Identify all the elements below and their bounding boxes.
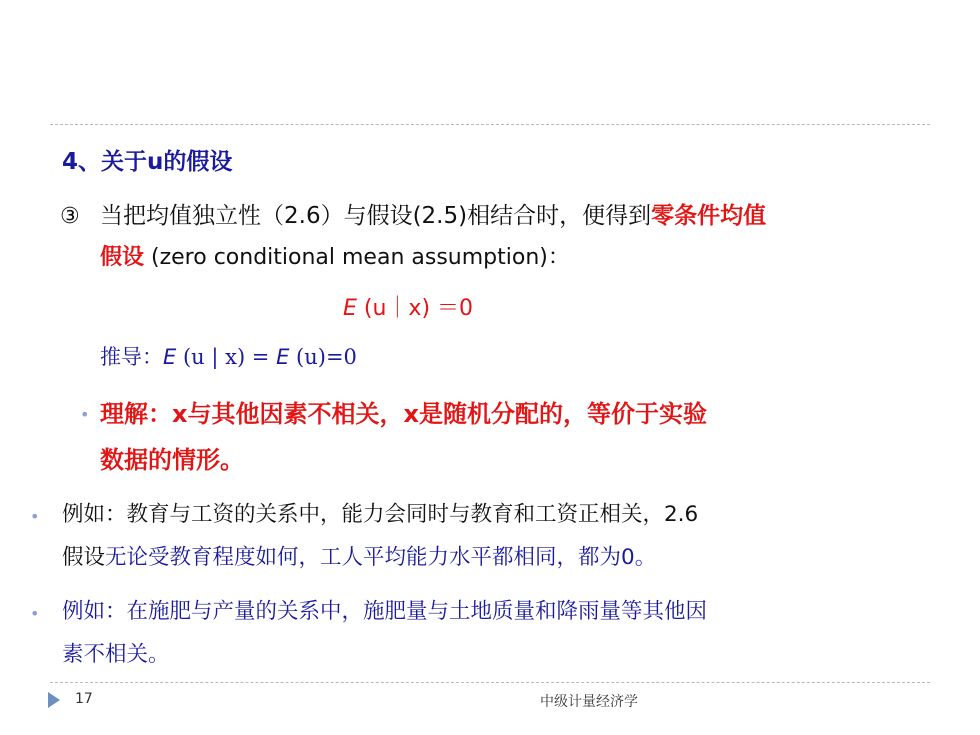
example1-line1: 例如：教育与工资的关系中，能力会同时与教育和工资正相关，2.6 <box>62 502 699 527</box>
example2-line2: 素不相关。 <box>62 642 170 667</box>
zero-mean-formula <box>343 297 473 321</box>
derivation-e1: E <box>163 345 177 369</box>
assumption-english: (zero conditional mean assumption)： <box>144 245 570 270</box>
understanding-line1: 理解：x与其他因素不相关，x是随机分配的，等价于实验 <box>100 400 707 428</box>
assumption-text-line1 <box>100 204 766 229</box>
triangle-icon <box>48 692 60 708</box>
bullet-dot-example2: • <box>30 604 40 623</box>
footer-divider <box>50 682 930 683</box>
derivation-e2: E <box>276 345 290 369</box>
derivation-mid: (u | x) = <box>176 345 277 369</box>
course-title: 中级计量经济学 <box>540 694 638 710</box>
bullet-dot-example1: • <box>30 507 40 526</box>
understanding-line2: 数据的情形。 <box>100 446 244 474</box>
assumption-marker: ③ <box>60 204 80 229</box>
section-heading: 4、关于u的假设 <box>62 149 233 175</box>
example1-line2-pre: 假设 <box>62 545 106 570</box>
derivation-line <box>100 346 357 369</box>
derivation-label: 推导： <box>100 345 163 369</box>
assumption-term-part2: 假设 <box>100 245 145 270</box>
formula-expectation: E <box>343 296 357 321</box>
example1-line2-blue: 无论受教育程度如何，工人平均能力水平都相同，都为0。 <box>105 545 657 570</box>
derivation-end: (u)=0 <box>289 345 357 369</box>
assumption-text-line2 <box>100 246 570 270</box>
formula-rest: (u｜x) ＝0 <box>356 296 474 321</box>
bullet-dot-understanding: • <box>80 405 90 424</box>
assumption-text-pre: 当把均值独立性（2.6）与假设(2.5)相结合时，便得到 <box>100 203 652 229</box>
top-divider <box>50 124 930 125</box>
page-number: 17 <box>75 691 93 707</box>
example1-line2 <box>62 546 656 570</box>
assumption-term-part1: 零条件均值 <box>651 203 767 229</box>
example2-line1: 例如：在施肥与产量的关系中，施肥量与土地质量和降雨量等其他因 <box>62 599 708 624</box>
